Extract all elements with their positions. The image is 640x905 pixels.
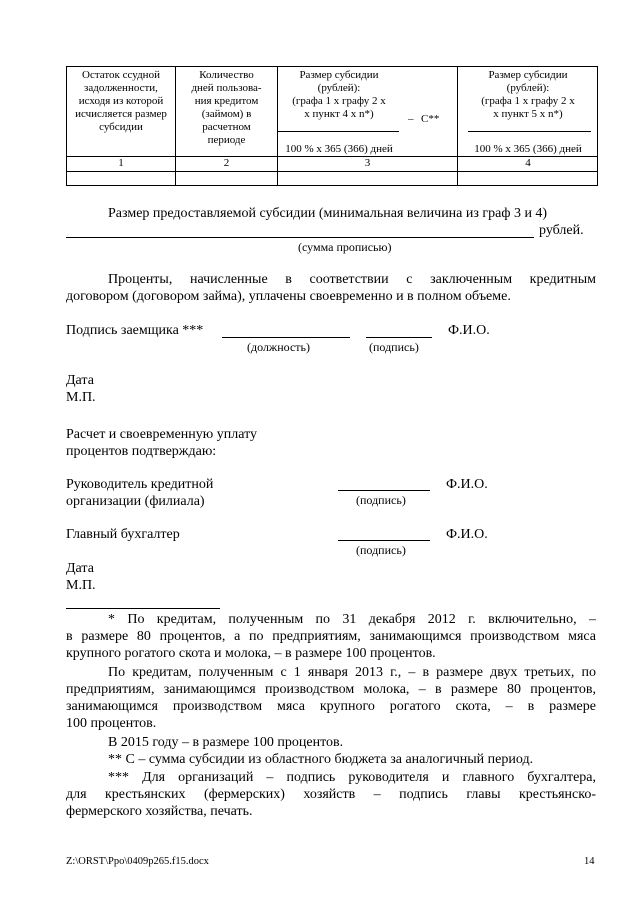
fraction-bar — [468, 131, 591, 132]
header-col4-numerator: Размер субсидии (рублей): (графа 1 x графу 2 x x пункт 5 x n*) — [481, 69, 575, 120]
footnote-1-line2: в размере 80 процентов, а по предприятиям, занимающимся производством мяса — [66, 629, 596, 644]
interest-statement-line2: договором (договором займа), уплачены своевременно и в полном объеме. — [66, 289, 511, 304]
header-col3-denominator: 100 % x 365 (366) дней — [285, 143, 393, 155]
head-signature-caption: (подпись) — [356, 493, 406, 507]
accountant-signature-caption: (подпись) — [356, 543, 406, 557]
position-caption: (должность) — [247, 340, 310, 354]
seal-label: М.П. — [66, 390, 96, 405]
signature-line — [338, 540, 430, 541]
signature-line — [338, 490, 430, 491]
date-label: Дата — [66, 373, 94, 388]
footnote-2-line4: 100 процентов. — [66, 716, 157, 731]
accountant-fio: Ф.И.О. — [446, 527, 488, 542]
footnote-separator — [66, 608, 220, 609]
head-fio: Ф.И.О. — [446, 477, 488, 492]
amount-line — [66, 237, 534, 238]
footnote-5-line2: для крестьянских (фермерских) хозяйств – подпись главы крестьянско- — [66, 787, 596, 802]
interest-statement-line1: Проценты, начисленные в соответствии с заключенным кредитным — [108, 272, 596, 287]
column-number-1: 1 — [118, 157, 124, 169]
amount-in-words-caption: (сумма прописью) — [298, 240, 392, 254]
head-label-line2: организации (филиала) — [66, 494, 205, 509]
signature-caption: (подпись) — [369, 340, 419, 354]
footnote-1-line3: крупного рогатого скота и молока, – в размере 100 процентов. — [66, 646, 436, 661]
rubles-label: рублей. — [539, 223, 584, 238]
footnote-4: ** С – сумма субсидии из областного бюджета за аналогичный период. — [108, 752, 534, 767]
page-number: 14 — [584, 856, 595, 867]
fraction-bar — [278, 131, 399, 132]
signature-line — [366, 337, 432, 338]
footnote-2-line1: По кредитам, полученным с 1 января 2013 г., – в размере двух третьих, по — [108, 665, 596, 680]
footnote-2-line2: предприятиям, занимающимся производством молока, – в размере 80 процентов, — [66, 682, 596, 697]
header-col3-numerator: Размер субсидии (рублей): (графа 1 x графу 2 x x пункт 4 x n*) — [292, 69, 386, 120]
position-line — [222, 337, 350, 338]
footnote-3: В 2015 году – в размере 100 процентов. — [108, 735, 344, 750]
head-label-line1: Руководитель кредитной — [66, 477, 214, 492]
header-col1: Остаток ссудной задолженности, исходя из которой исчисляется размер субсидии — [75, 69, 167, 133]
column-number-2: 2 — [223, 157, 230, 169]
minus-sign: – — [408, 113, 414, 125]
c-symbol: С** — [421, 113, 440, 125]
borrower-fio: Ф.И.О. — [448, 323, 490, 338]
file-path: Z:\ORST\Ppo\0409p265.f15.docx — [66, 856, 209, 867]
confirm-line2: процентов подтверждаю: — [66, 444, 217, 459]
subsidy-amount-label: Размер предоставляемой субсидии (минимальная величина из граф 3 и 4) — [108, 206, 548, 221]
accountant-label: Главный бухгалтер — [66, 527, 180, 542]
column-number-3: 3 — [364, 157, 371, 169]
seal-label: М.П. — [66, 578, 96, 593]
table-divider — [67, 171, 597, 172]
footnote-5-line3: фермерского хозяйства, печать. — [66, 804, 253, 819]
footnote-1-line1: * По кредитам, полученным по 31 декабря 2012 г. включительно, – — [108, 612, 596, 627]
footnote-5-line1: *** Для организаций – подпись руководителя и главного бухгалтера, — [108, 770, 596, 785]
confirm-line1: Расчет и своевременную уплату — [66, 427, 258, 442]
date-label: Дата — [66, 561, 94, 576]
footnote-2-line3: занимающимся производством мяса крупного рогатого скота, – в размере — [66, 699, 596, 714]
header-col2: Количество дней пользова- ния кредитом (займом) в расчетном периоде — [191, 69, 262, 146]
column-number-4: 4 — [525, 157, 531, 169]
borrower-signature-label: Подпись заемщика *** — [66, 323, 204, 338]
subsidy-table — [66, 66, 598, 186]
header-col4-denominator: 100 % x 365 (366) дней — [474, 143, 582, 155]
